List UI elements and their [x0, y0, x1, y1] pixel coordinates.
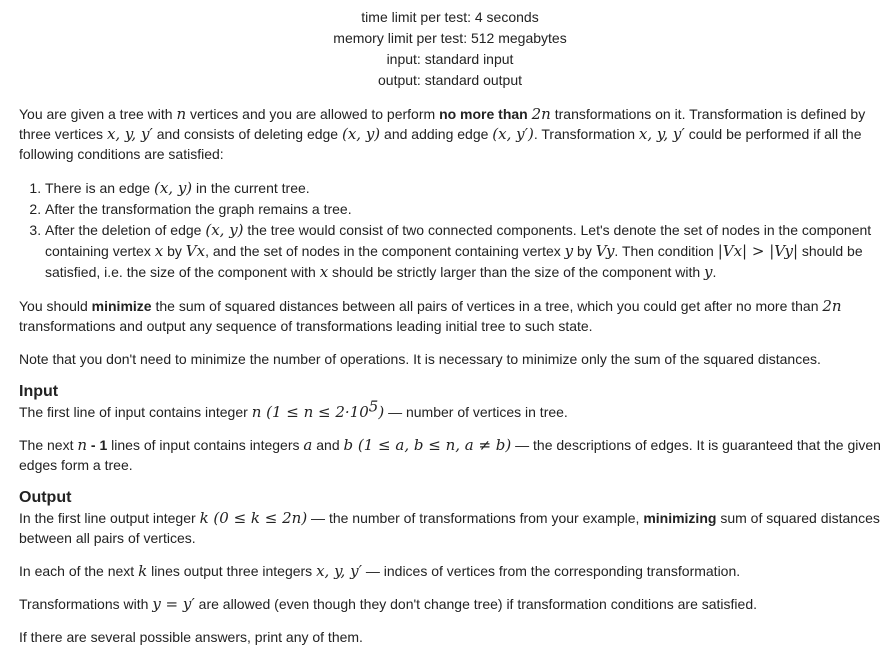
bold-minimize: minimize [91, 298, 152, 314]
statement-note: Note that you don't need to minimize the number of operations. It is necessary to minimize only the sum of the squared distances. [19, 351, 821, 367]
statement-paragraph-2: You should minimize the sum of squared distances between all pairs of vertices in a tree, which you could get after no more than 2n transformations and output any sequence of transformations leading initial tree to such state. [19, 297, 842, 334]
output-spec: output: standard output [378, 72, 522, 88]
bold-minimizing: minimizing [643, 510, 717, 526]
problem-header [0, 7, 890, 91]
bold-no-more-than: no more than [439, 106, 528, 122]
output-paragraph-1: In the first line output integer k (0 ≤ k ≤ 2n) — the number of transformations from your example, minimizing sum of squared distances between all pairs of vertices. [19, 509, 880, 546]
input-paragraph-2: The next n - 1 lines of input contains integers a and b (1 ≤ a, b ≤ n, a ≠ b) — the descriptions of edges. It is guaranteed that the given edges form a tree. [19, 436, 881, 473]
time-limit: time limit per test: 4 seconds [361, 9, 539, 25]
input-paragraph-1: The first line of input contains integer n $(1 \le n \le 2\cdot 10^5)$ — number of vertices in tree. [19, 397, 568, 421]
problem-statement [19, 104, 881, 647]
input-spec: input: standard input [386, 51, 514, 67]
input-title: Input [19, 383, 59, 400]
memory-limit: memory limit per test: 512 megabytes [333, 30, 567, 46]
statement-paragraph-1: You are given a tree with n vertices and you are allowed to perform no more than 2n transformations on it. Transformation is defined by three vertices x, y, y′ and consists of deleting edge (x, y) and adding edge (x, y′). Transformation x, y, y′ could be performed if all the following conditions are satisfied: [19, 105, 866, 162]
output-paragraph-3: Transformations with y = y′ are allowed (even though they don't change tree) if transformation conditions are satisfied. [19, 595, 758, 613]
condition-item-1: 1. There is an edge (x, y) in the current tree. [45, 178, 881, 199]
output-paragraph-2: In each of the next k lines output three integers x, y, y′ — indices of vertices from the corresponding transformation. [19, 562, 741, 580]
conditions-list [19, 178, 881, 283]
condition-item-2: 2. After the transformation the graph remains a tree. [45, 199, 881, 220]
output-title: Output [19, 489, 72, 506]
condition-item-3: 3. After the deletion of edge (x, y) the tree would consist of two connected components. Let's denote the set of nodes in the component containing vertex x by Vx, and the set of nodes in the component containing vertex y by Vy. Then condition |Vx| > |Vy| should be satisfied, i.e. the size of the component with x should be strictly larger than the size of the component with y. [45, 220, 881, 283]
output-paragraph-4: If there are several possible answers, print any of them. [19, 629, 363, 645]
